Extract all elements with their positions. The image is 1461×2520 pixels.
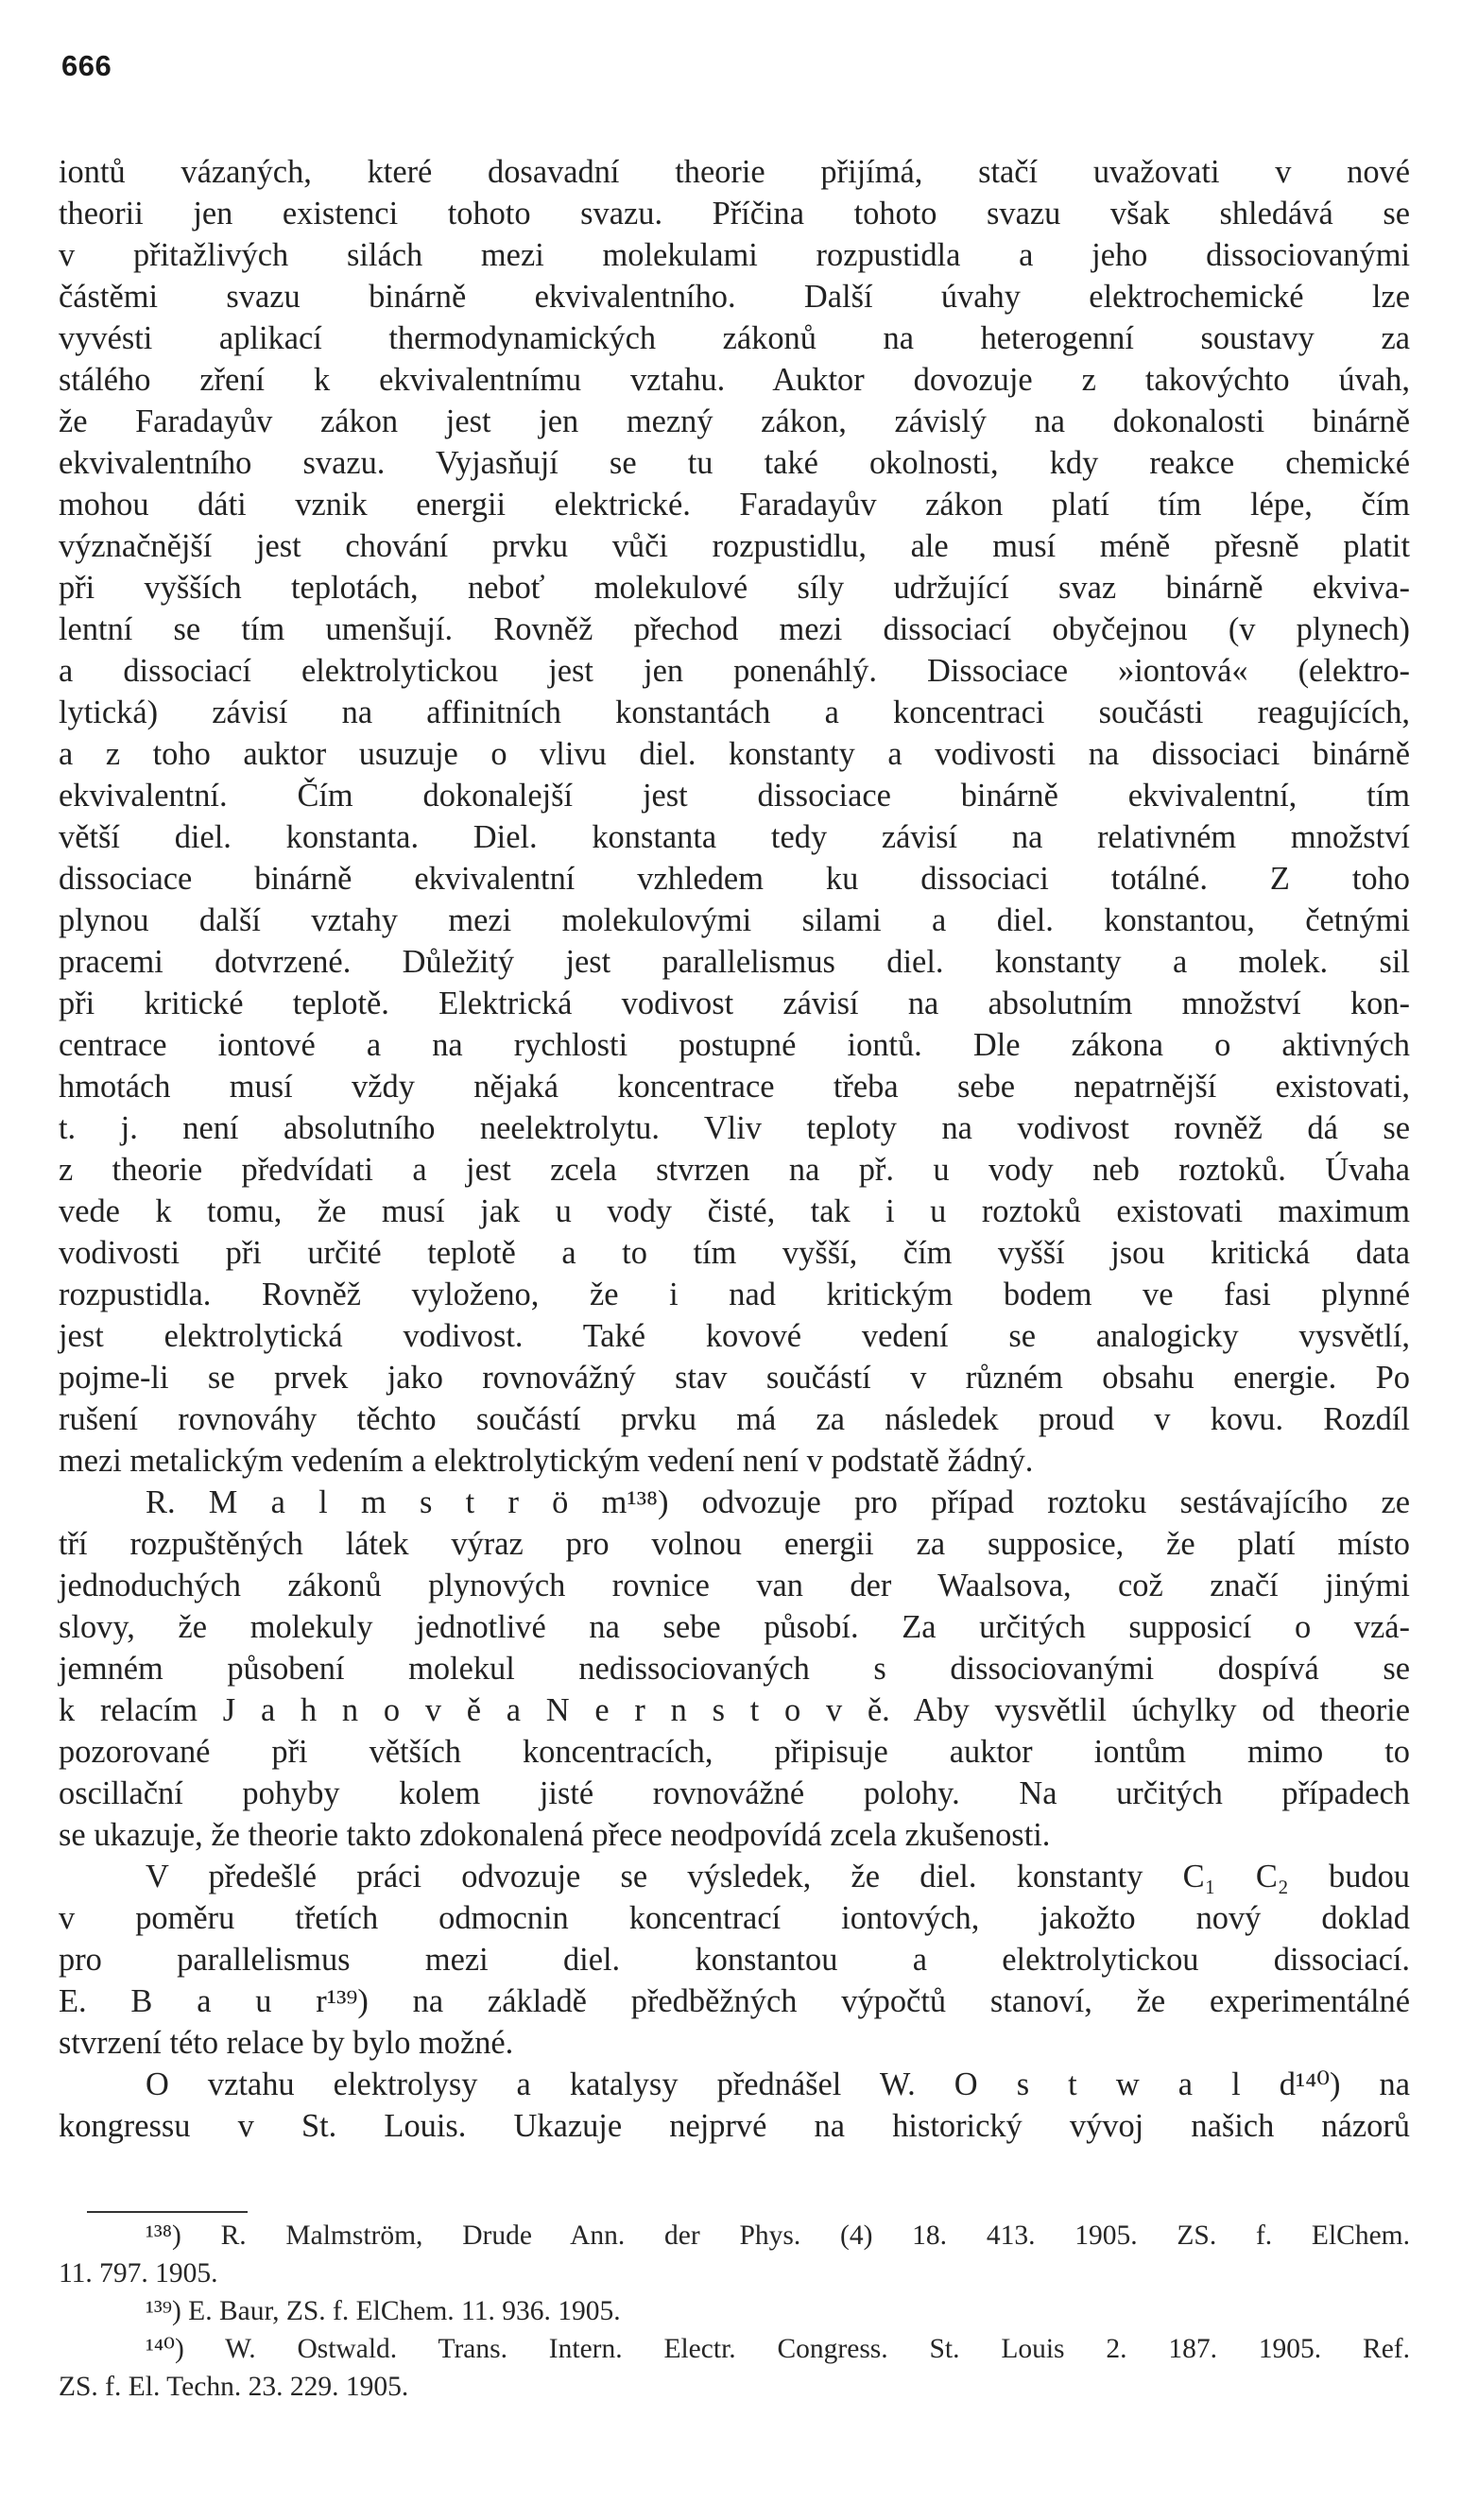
text-line: rušení rovnováhy těchto součástí prvku má za následek proud v kovu. Rozdíl (59, 1401, 1410, 1437)
text-line: a dissociací elektrolytickou jest jen ponenáhlý. Dissociace »iontová« (elektro- (59, 653, 1410, 689)
text-line: lytická) závisí na affinitních konstantách a koncentraci součásti reagujících, (59, 694, 1410, 730)
text-line: lentní se tím umenšují. Rovněž přechod mezi dissociací obyčejnou (v plynech) (59, 611, 1410, 647)
page-number: 666 (61, 49, 112, 82)
text-line: R. M a l m s t r ö m¹³⁸) odvozuje pro případ roztoku sestávajícího ze (146, 1484, 1410, 1520)
footnotes (59, 2217, 1410, 2406)
text-line: stvrzení této relace by bylo možné. (59, 2025, 514, 2061)
footnote-divider (87, 2211, 248, 2213)
text-line: jest elektrolytická vodivost. Také kovové vedení se analogicky vysvětlí, (59, 1318, 1410, 1354)
text-line: oscillační pohyby kolem jisté rovnovážné polohy. Na určitých případech (59, 1775, 1410, 1811)
text-line: větší diel. konstanta. Diel. konstanta tedy závisí na relativném množství (59, 819, 1410, 855)
text-line: V předešlé práci odvozuje se výsledek, že diel. konstanty C₁ C₂ budou (146, 1859, 1410, 1894)
text-line: při vyšších teplotách, neboť molekulové síly udržující svaz binárně ekviva- (59, 570, 1410, 606)
text-line: ekvivalentního svazu. Vyjasňují se tu také okolnosti, kdy reakce chemické (59, 445, 1410, 481)
text-line: pracemi dotvrzené. Důležitý jest parallelismus diel. konstanty a molek. sil (59, 944, 1410, 980)
text-line: že Faradayův zákon jest jen mezný zákon, závislý na dokonalosti binárně (59, 403, 1410, 439)
text-line: tří rozpuštěných látek výraz pro volnou energii za supposice, že platí místo (59, 1526, 1410, 1562)
text-line: hmotách musí vždy nějaká koncentrace třeba sebe nepatrnější existovati, (59, 1069, 1410, 1105)
text-line: z theorie předvídati a jest zcela stvrzen na př. u vody neb roztoků. Úvaha (59, 1152, 1410, 1188)
text-line: význačnější jest chování prvku vůči rozpustidlu, ale musí méně přesně platit (59, 528, 1410, 564)
text-line: rozpustidla. Rovněž vyloženo, že i nad kritickým bodem ve fasi plynné (59, 1277, 1410, 1312)
text-line: stálého zření k ekvivalentnímu vztahu. Auktor dovozuje z takovýchto úvah, (59, 362, 1410, 398)
text-line: O vztahu elektrolysy a katalysy přednášel W. O s t w a l d¹⁴⁰) na (146, 2066, 1410, 2102)
text-line: a z toho auktor usuzuje o vlivu diel. konstanty a vodivosti na dissociaci binárně (59, 736, 1410, 772)
text-line: při kritické teplotě. Elektrická vodivost závisí na absolutním množství kon- (59, 986, 1410, 1021)
text-line: dissociace binárně ekvivalentní vzhledem ku dissociaci totálné. Z toho (59, 861, 1410, 897)
footnote-line: ¹³⁸) R. Malmström, Drude Ann. der Phys. (4) 18. 413. 1905. ZS. f. ElChem. (146, 2220, 1410, 2251)
text-line: k relacím J a h n o v ě a N e r n s t o v ě. Aby vysvětlil úchylky od theorie (59, 1692, 1410, 1728)
text-line: v poměru třetích odmocnin koncentrací iontových, jakožto nový doklad (59, 1900, 1410, 1936)
text-line: mezi metalickým vedením a elektrolytickým vedení není v podstatě žádný. (59, 1443, 1034, 1479)
text-line: plynou další vztahy mezi molekulovými silami a diel. konstantou, četnými (59, 902, 1410, 938)
text-line: vede k tomu, že musí jak u vody čisté, tak i u roztoků existovati maximum (59, 1193, 1410, 1229)
body-text (59, 151, 1410, 2147)
text-line: jemném působení molekul nedissociovaných s dissociovanými dospívá se (59, 1651, 1410, 1687)
text-line: mohou dáti vznik energii elektrické. Faradayův zákon platí tím lépe, čím (59, 487, 1410, 523)
text-line: iontů vázaných, které dosavadní theorie přijímá, stačí uvažovati v nové (59, 154, 1410, 190)
text-line: theorii jen existenci tohoto svazu. Příčina tohoto svazu však shledává se (59, 196, 1410, 231)
footnote-line: ZS. f. El. Techn. 23. 229. 1905. (59, 2372, 409, 2402)
text-line: se ukazuje, že theorie takto zdokonalená přece neodpovídá zcela zkušenosti. (59, 1817, 1051, 1853)
footnote-line: ¹⁴⁰) W. Ostwald. Trans. Intern. Electr. Congress. St. Louis 2. 187. 1905. Ref. (146, 2334, 1410, 2364)
text-line: částěmi svazu binárně ekvivalentního. Další úvahy elektrochemické lze (59, 279, 1410, 315)
text-line: centrace iontové a na rychlosti postupné iontů. Dle zákona o aktivných (59, 1027, 1410, 1063)
footnote-line: 11. 797. 1905. (59, 2258, 218, 2289)
text-line: vodivosti při určité teplotě a to tím vyšší, čím vyšší jsou kritická data (59, 1235, 1410, 1271)
text-line: pojme-li se prvek jako rovnovážný stav součástí v různém obsahu energie. Po (59, 1360, 1410, 1396)
text-line: E. B a u r¹³⁹) na základě předběžných výpočtů stanoví, že experimentálné (59, 1983, 1410, 2019)
text-line: v přitažlivých silách mezi molekulami rozpustidla a jeho dissociovanými (59, 237, 1410, 273)
text-line: pozorované při větších koncentracích, připisuje auktor iontům mimo to (59, 1734, 1410, 1770)
text-line: pro parallelismus mezi diel. konstantou a elektrolytickou dissociací. (59, 1942, 1410, 1978)
text-line: kongressu v St. Louis. Ukazuje nejprvé na historický vývoj našich názorů (59, 2108, 1410, 2144)
text-line: jednoduchých zákonů plynových rovnice van der Waalsova, což značí jinými (59, 1568, 1410, 1603)
footnote-line: ¹³⁹) E. Baur, ZS. f. ElChem. 11. 936. 1905. (146, 2296, 621, 2326)
text-line: t. j. není absolutního neelektrolytu. Vliv teploty na vodivost rovněž dá se (59, 1110, 1410, 1146)
text-line: vyvésti aplikací thermodynamických zákonů na heterogenní soustavy za (59, 320, 1410, 356)
text-line: ekvivalentní. Čím dokonalejší jest dissociace binárně ekvivalentní, tím (59, 778, 1410, 814)
text-line: slovy, že molekuly jednotlivé na sebe působí. Za určitých supposicí o vzá- (59, 1609, 1410, 1645)
